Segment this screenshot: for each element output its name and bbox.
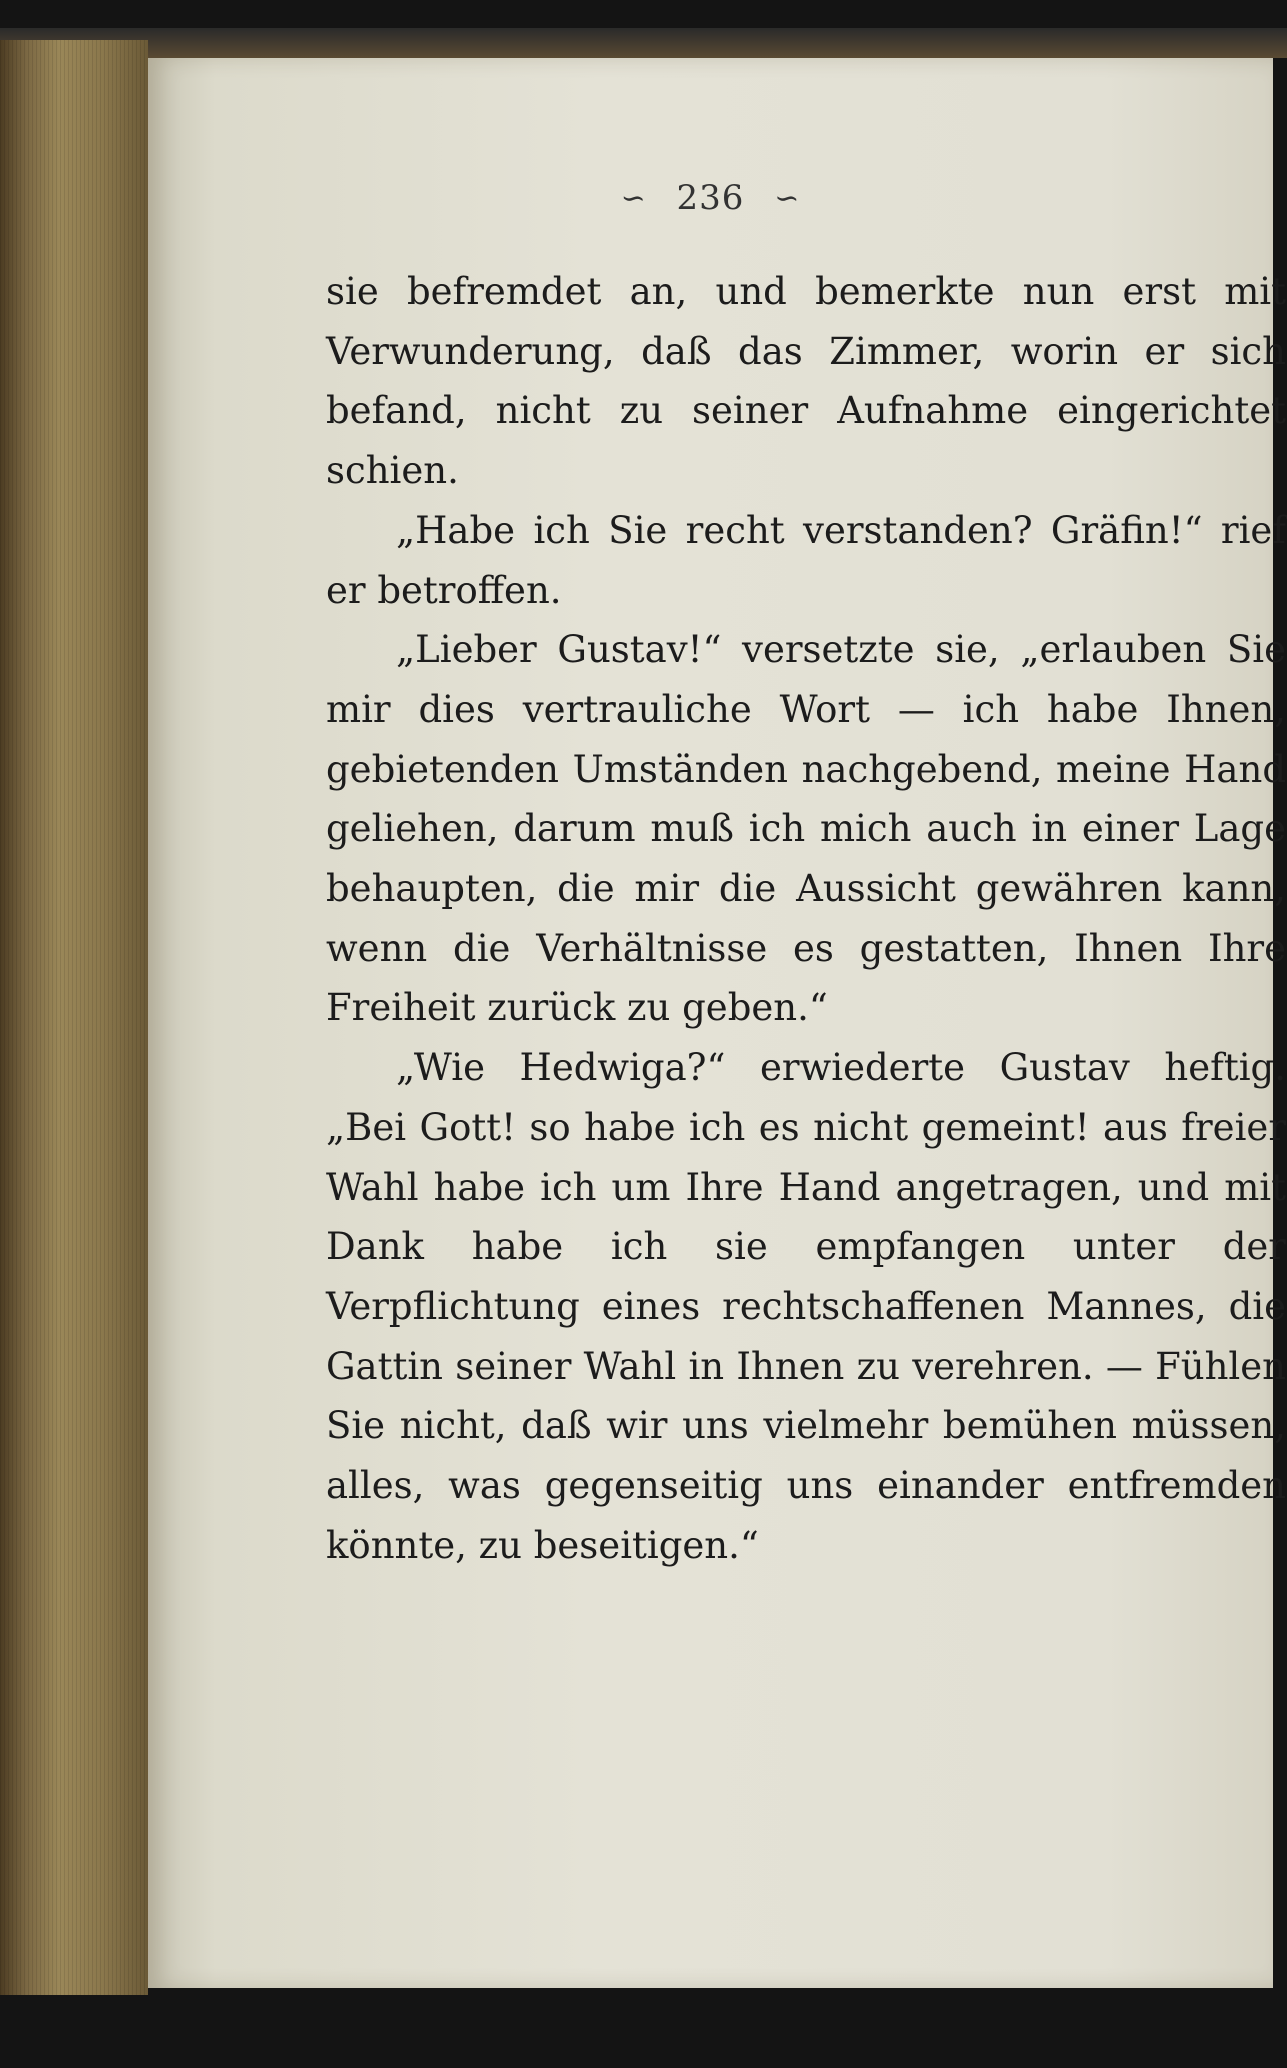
- paragraph-2: „Habe ich Sie recht verstanden? Gräfin!“ rief er betroffen.: [326, 508, 1286, 612]
- ornament-right-icon: ∽: [774, 180, 801, 216]
- top-binding: [0, 28, 1287, 58]
- page-number: 236: [676, 178, 745, 218]
- ornament-left-icon: ∽: [620, 180, 647, 216]
- page-header: [148, 176, 1273, 218]
- body-text: [326, 262, 1286, 1575]
- paragraph-1: sie befremdet an, und bemerkte nun erst mit Verwunderung, daß das Zimmer, worin er sich befand, nicht zu seiner Aufnahme eingerichtet schien.: [326, 270, 1286, 493]
- paragraph-3: „Lieber Gustav!“ versetzte sie, „erlauben Sie mir dies vertrauliche Wort — ich habe Ihnen, gebietenden Umständen nachgebend, meine Hand geliehen, darum muß ich mich auch in einer Lage behaupten, die mir die Aussicht gewähren kann, wenn die Verhältnisse es gestatten, Ihnen Ihre Freiheit zurück zu geben.“: [326, 628, 1286, 1030]
- book-page: [148, 58, 1286, 1988]
- page-edges: [0, 40, 148, 1995]
- paragraph-4: „Wie Hedwiga?“ erwiederte Gustav heftig. „Bei Gott! so habe ich es nicht gemeint! aus freier Wahl habe ich um Ihre Hand angetragen, und mit Dank habe ich sie empfangen unter der Verpflichtung eines rechtschaffenen Mannes, die Gattin seiner Wahl in Ihnen zu verehren. — Fühlen Sie nicht, daß wir uns vielmehr bemühen müssen, alles, was gegenseitig uns einander entfremden könnte, zu beseitigen.“: [326, 1046, 1286, 1567]
